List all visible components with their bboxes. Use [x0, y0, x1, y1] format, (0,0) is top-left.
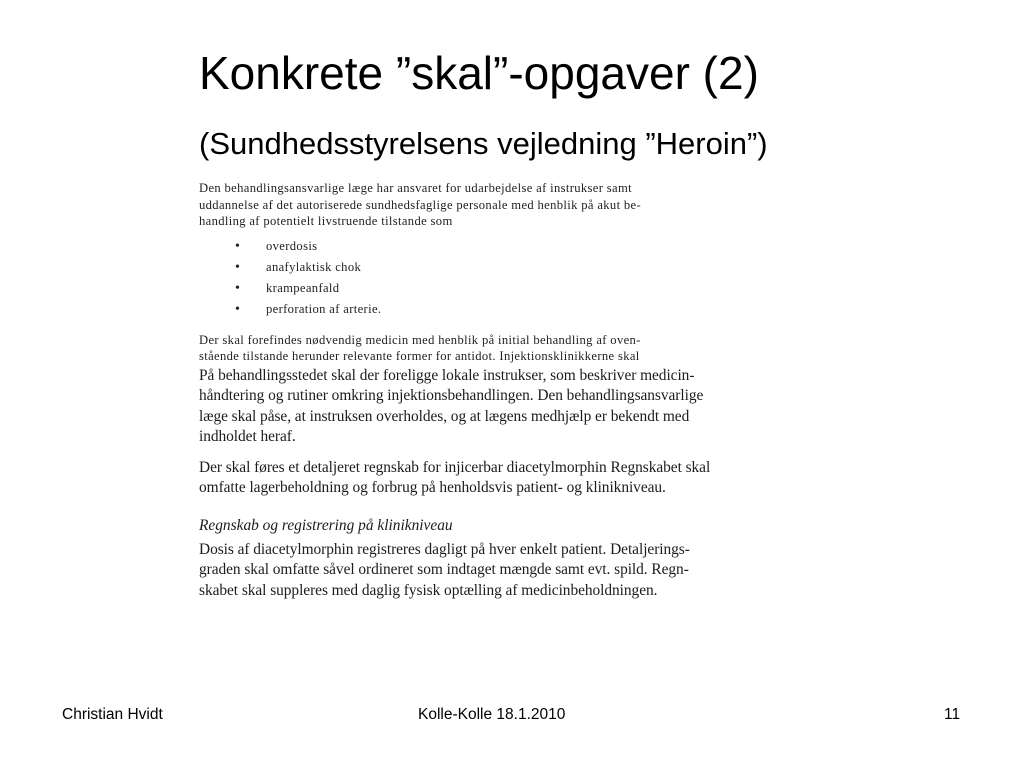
- text-line: Den behandlingsansvarlige læge har ansvaret for udarbejdelse af instrukser samt: [199, 181, 632, 195]
- list-item: • perforation af arterie.: [235, 299, 879, 320]
- text-line: Der skal forefindes nødvendig medicin med henblik på initial behandling af oven-: [199, 332, 641, 347]
- text-line: skabet skal suppleres med daglig fysisk optælling af medicinbeholdningen.: [199, 581, 658, 599]
- text-line: Dosis af diacetylmorphin registreres dagligt på hver enkelt patient. Detaljerings-: [199, 540, 690, 558]
- footer-event: Kolle-Kolle 18.1.2010: [418, 706, 566, 723]
- paragraph-medicine: [199, 332, 879, 365]
- text-line: graden skal omfatte såvel ordineret som indtaget mængde samt evt. spild. Regn-: [199, 561, 689, 578]
- list-item: • anafylaktisk chok: [235, 257, 879, 278]
- footer-author: Christian Hvidt: [62, 706, 163, 723]
- text-line: På behandlingsstedet skal der foreligge lokale instrukser, som beskriver medicin-: [199, 366, 695, 384]
- text-line: handling af potentielt livstruende tilstande som: [199, 214, 453, 228]
- condition-list: [199, 236, 879, 320]
- section-heading: Regnskab og registrering på klinikniveau: [199, 516, 453, 534]
- paragraph-registration: [199, 540, 879, 602]
- text-line: stående tilstande herunder relevante former for antidot. Injektionsklinikkerne skal: [199, 349, 640, 363]
- list-item: • overdosis: [235, 236, 879, 257]
- text-line: læge skal påse, at instruksen overholdes, og at lægens medhjælp er bekendt med: [199, 407, 690, 425]
- slide-title: Konkrete ”skal”-opgaver (2): [199, 47, 759, 99]
- paragraph-local-instructions: [199, 366, 879, 448]
- slide-subtitle: (Sundhedsstyrelsens vejledning ”Heroin”): [199, 126, 768, 161]
- text-line: indholdet heraf.: [199, 428, 296, 445]
- text-line: uddannelse af det autoriserede sundhedsfaglige personale med henblik på akut be-: [199, 197, 642, 212]
- list-item: • krampeanfald: [235, 278, 879, 299]
- paragraph-responsibility: [199, 180, 879, 230]
- text-line: omfatte lagerbeholdning og forbrug på henholdsvis patient- og klinikniveau.: [199, 479, 666, 496]
- page-number: 11: [944, 706, 961, 723]
- scanned-document-excerpt: [199, 180, 879, 601]
- text-line: håndtering og rutiner omkring injektionsbehandlingen. Den behandlingsansvarlige: [199, 387, 704, 404]
- paragraph-accounting: [199, 458, 879, 499]
- text-line: Der skal føres et detaljeret regnskab for injicerbar diacetylmorphin Regnskabet skal: [199, 458, 711, 476]
